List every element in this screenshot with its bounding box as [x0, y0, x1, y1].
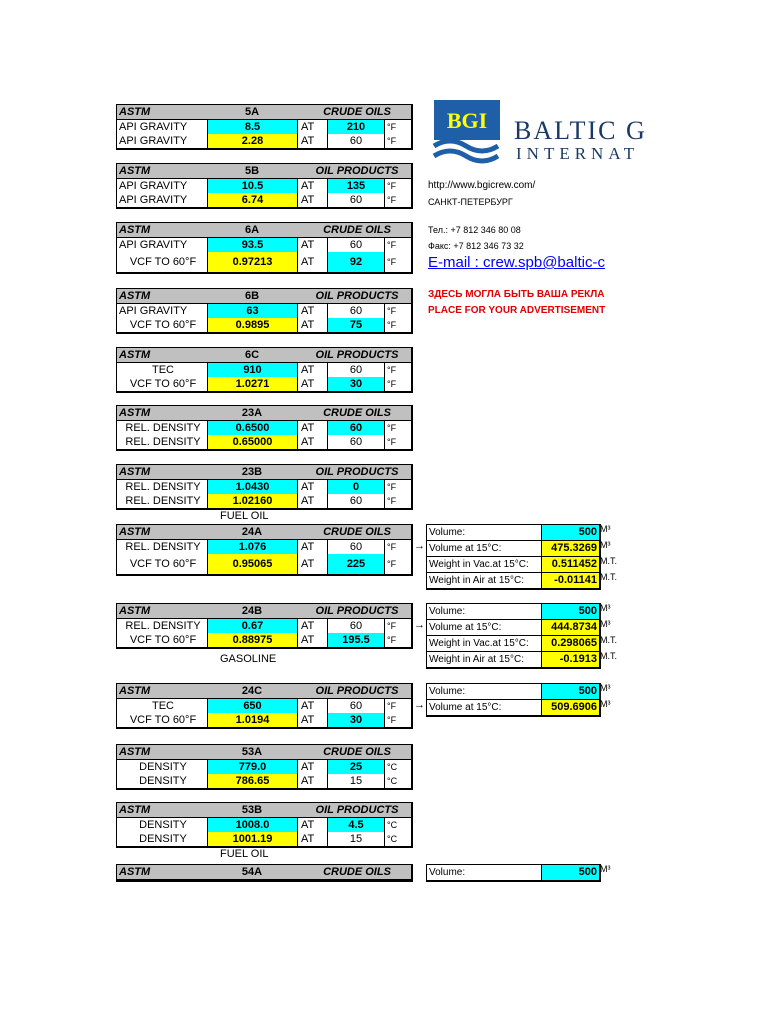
row-at: AT: [301, 256, 315, 268]
header-astm: ASTM: [119, 685, 151, 697]
header-code: 53B: [241, 804, 263, 816]
header-astm: ASTM: [119, 526, 151, 538]
row-label: API GRAVITY: [119, 180, 188, 192]
company-phone: Тел.: +7 812 346 80 08: [428, 225, 521, 235]
row-label: DENSITY: [139, 761, 187, 773]
header-code: 54A: [241, 866, 263, 878]
row-unit: °F: [387, 240, 397, 250]
row-value: 1001.19: [207, 832, 298, 846]
volume-table: [426, 603, 601, 669]
table-row: [117, 421, 411, 435]
header-type: CRUDE OILS: [323, 746, 391, 758]
header-type: CRUDE OILS: [323, 224, 391, 236]
header-code: 6B: [244, 290, 260, 302]
volume-unit: M.T.: [600, 572, 617, 582]
row-value[interactable]: 8.5: [207, 120, 298, 134]
header-astm: ASTM: [119, 866, 151, 878]
volume-row: [427, 636, 599, 652]
volume-unit: M.T.: [600, 556, 617, 566]
astm-table-24a: [116, 524, 413, 576]
astm-table-5a: [116, 104, 413, 150]
volume-row: [427, 865, 599, 881]
row-temperature[interactable]: 0: [327, 480, 385, 494]
row-temperature[interactable]: 25: [327, 760, 385, 774]
row-value: 0.95065: [207, 554, 298, 574]
table-row: [117, 832, 411, 846]
row-temperature: 60: [327, 363, 385, 377]
row-unit: °C: [387, 762, 398, 772]
row-value[interactable]: 10.5: [207, 179, 298, 193]
header-code: 5B: [244, 165, 260, 177]
svg-text:BGI: BGI: [446, 108, 488, 133]
row-at: AT: [301, 819, 315, 831]
volume-unit: M³: [600, 683, 611, 693]
row-at: AT: [301, 700, 315, 712]
row-value[interactable]: 650: [207, 699, 298, 713]
table-row: [117, 540, 411, 554]
table-header: [117, 684, 411, 699]
row-value: 1.0194: [207, 713, 298, 727]
volume-row: [427, 620, 599, 636]
table-row: [117, 363, 411, 377]
row-label: REL. DENSITY: [125, 620, 201, 632]
arrow-icon: →: [414, 619, 425, 631]
row-at: AT: [301, 775, 315, 787]
volume-label: Weight in Vac.at 15°C:: [429, 638, 529, 649]
row-temperature[interactable]: 30: [327, 713, 385, 727]
row-unit: °F: [387, 496, 397, 506]
row-label: DENSITY: [139, 833, 187, 845]
volume-label: Weight in Vac.at 15°C:: [429, 559, 529, 570]
table-header: [117, 348, 411, 363]
row-temperature: 60: [327, 494, 385, 508]
row-unit: °F: [387, 559, 397, 569]
table-row: [117, 713, 411, 727]
row-unit: °F: [387, 482, 397, 492]
row-temperature[interactable]: 30: [327, 377, 385, 391]
volume-table: [426, 524, 601, 590]
row-unit: °F: [387, 715, 397, 725]
row-at: AT: [301, 364, 315, 376]
volume-unit: M³: [600, 619, 611, 629]
row-at: AT: [301, 422, 315, 434]
row-label: DENSITY: [139, 775, 187, 787]
row-label: REL. DENSITY: [125, 422, 201, 434]
header-code: 24B: [241, 605, 263, 617]
header-astm: ASTM: [119, 407, 151, 419]
table-header: [117, 406, 411, 421]
volume-row: [427, 700, 599, 716]
row-value: 6.74: [207, 193, 298, 207]
astm-table-53a: [116, 744, 413, 790]
volume-row: [427, 684, 599, 700]
row-value: 0.65000: [207, 435, 298, 449]
table-header: [117, 525, 411, 540]
company-name-sub: INTERNAT: [516, 144, 640, 163]
advert-ru: ЗДЕСЬ МОГЛА БЫТЬ ВАША РЕКЛА: [428, 289, 605, 300]
header-astm: ASTM: [119, 224, 151, 236]
company-fax: Факс: +7 812 346 73 32: [428, 241, 524, 251]
row-label: VCF TO 60°F: [129, 256, 197, 268]
header-code: 23B: [241, 466, 263, 478]
subtitle-gasoline: GASOLINE: [220, 653, 277, 665]
row-at: AT: [301, 541, 315, 553]
row-value[interactable]: 0.67: [207, 619, 298, 633]
header-type: OIL PRODUCTS: [315, 466, 399, 478]
company-logo: [432, 98, 768, 168]
volume-unit: M³: [600, 540, 611, 550]
astm-table-6b: [116, 288, 413, 334]
table-header: [117, 164, 411, 179]
subtitle-fuel-oil-2: FUEL OIL: [220, 848, 269, 860]
table-header: [117, 865, 411, 880]
row-label: VCF TO 60°F: [129, 378, 197, 390]
table-header: [117, 465, 411, 480]
table-row: [117, 120, 411, 134]
row-value: 2.28: [207, 134, 298, 148]
row-value: 0.88975: [207, 633, 298, 647]
volume-value[interactable]: 500: [541, 525, 599, 540]
volume-unit: M.T.: [600, 651, 617, 661]
table-row: [117, 619, 411, 633]
header-astm: ASTM: [119, 290, 151, 302]
row-label: VCF TO 60°F: [129, 558, 197, 570]
header-astm: ASTM: [119, 605, 151, 617]
arrow-icon: →: [414, 540, 425, 552]
volume-value[interactable]: 500: [541, 684, 599, 699]
volume-unit: M.T.: [600, 635, 617, 645]
row-at: AT: [301, 239, 315, 251]
volume-label: Weight in Air at 15°C:: [429, 575, 524, 586]
table-row: [117, 435, 411, 449]
row-unit: °C: [387, 834, 398, 844]
astm-table-5b: [116, 163, 413, 209]
volume-unit: M³: [600, 699, 611, 709]
table-row: [117, 193, 411, 207]
row-label: VCF TO 60°F: [129, 319, 197, 331]
table-header: [117, 105, 411, 120]
astm-table-23b: [116, 464, 413, 510]
volume-value: -0.1913: [541, 652, 599, 667]
volume-label: Volume at 15°C:: [429, 702, 502, 713]
volume-value: 509.6906: [541, 700, 599, 715]
table-row: [117, 238, 411, 252]
row-label: REL. DENSITY: [125, 481, 201, 493]
row-unit: °F: [387, 437, 397, 447]
table-row: [117, 554, 411, 574]
row-value[interactable]: 1.076: [207, 540, 298, 554]
row-at: AT: [301, 558, 315, 570]
volume-label: Volume:: [429, 686, 466, 697]
row-value: 1.02160: [207, 494, 298, 508]
volume-unit: M³: [600, 864, 611, 874]
volume-unit: M³: [600, 603, 611, 613]
row-unit: °F: [387, 379, 397, 389]
company-url[interactable]: http://www.bgicrew.com/: [428, 180, 536, 191]
row-label: API GRAVITY: [119, 135, 188, 147]
row-temperature[interactable]: 210: [327, 120, 385, 134]
row-unit: °F: [387, 136, 397, 146]
row-label: REL. DENSITY: [125, 495, 201, 507]
astm-table-53b: [116, 802, 413, 848]
volume-value: 0.511452: [541, 557, 599, 572]
row-label: API GRAVITY: [119, 121, 188, 133]
row-temperature: 15: [327, 774, 385, 788]
row-at: AT: [301, 305, 315, 317]
row-label: API GRAVITY: [119, 305, 188, 317]
row-at: AT: [301, 714, 315, 726]
row-at: AT: [301, 121, 315, 133]
row-at: AT: [301, 761, 315, 773]
volume-label: Volume at 15°C:: [429, 543, 502, 554]
company-name: BALTIC G: [514, 116, 647, 145]
header-type: OIL PRODUCTS: [315, 349, 399, 361]
table-header: [117, 604, 411, 619]
row-temperature: 60: [327, 619, 385, 633]
row-value[interactable]: 93.5: [207, 238, 298, 252]
row-unit: °F: [387, 195, 397, 205]
row-temperature[interactable]: 4.5: [327, 818, 385, 832]
row-at: AT: [301, 833, 315, 845]
row-at: AT: [301, 319, 315, 331]
row-label: VCF TO 60°F: [129, 714, 197, 726]
table-header: [117, 745, 411, 760]
table-row: [117, 494, 411, 508]
row-temperature[interactable]: 60: [327, 421, 385, 435]
subtitle-fuel-oil: FUEL OIL: [220, 510, 269, 522]
row-temperature[interactable]: 225: [327, 554, 385, 574]
astm-table-24c: [116, 683, 413, 729]
volume-row: [427, 557, 599, 573]
header-astm: ASTM: [119, 466, 151, 478]
volume-label: Volume:: [429, 527, 466, 538]
row-unit: °F: [387, 257, 397, 267]
row-unit: °C: [387, 820, 398, 830]
header-type: CRUDE OILS: [323, 106, 391, 118]
astm-table-54a: [116, 864, 413, 882]
row-unit: °F: [387, 701, 397, 711]
row-at: AT: [301, 135, 315, 147]
table-row: [117, 633, 411, 647]
volume-row: [427, 652, 599, 668]
header-code: 6A: [244, 224, 260, 236]
table-row: [117, 818, 411, 832]
header-astm: ASTM: [119, 804, 151, 816]
header-type: CRUDE OILS: [323, 407, 391, 419]
volume-row: [427, 525, 599, 541]
header-type: OIL PRODUCTS: [315, 804, 399, 816]
row-unit: °F: [387, 423, 397, 433]
row-at: AT: [301, 495, 315, 507]
volume-label: Volume:: [429, 606, 466, 617]
volume-label: Volume at 15°C:: [429, 622, 502, 633]
astm-table-6a: [116, 222, 413, 274]
company-email[interactable]: E-mail : crew.spb@baltic-c: [428, 254, 605, 271]
volume-value[interactable]: 500: [541, 865, 599, 880]
row-value[interactable]: 910: [207, 363, 298, 377]
table-row: [117, 304, 411, 318]
header-code: 24A: [241, 526, 263, 538]
volume-value: -0.01141: [541, 573, 599, 588]
row-temperature: 60: [327, 238, 385, 252]
row-at: AT: [301, 378, 315, 390]
row-unit: °F: [387, 181, 397, 191]
table-row: [117, 760, 411, 774]
table-header: [117, 223, 411, 238]
row-value: 786.65: [207, 774, 298, 788]
row-temperature: 60: [327, 699, 385, 713]
row-temperature[interactable]: 75: [327, 318, 385, 332]
header-type: OIL PRODUCTS: [315, 165, 399, 177]
table-header: [117, 289, 411, 304]
row-label: API GRAVITY: [119, 239, 188, 251]
row-value: 0.9895: [207, 318, 298, 332]
header-astm: ASTM: [119, 106, 151, 118]
table-row: [117, 252, 411, 272]
row-temperature: 60: [327, 435, 385, 449]
row-unit: °C: [387, 776, 398, 786]
row-at: AT: [301, 194, 315, 206]
row-temperature: 60: [327, 134, 385, 148]
volume-value[interactable]: 500: [541, 604, 599, 619]
row-value[interactable]: 1.0430: [207, 480, 298, 494]
header-code: 5A: [244, 106, 260, 118]
row-value[interactable]: 1008.0: [207, 818, 298, 832]
volume-row: [427, 541, 599, 557]
header-type: CRUDE OILS: [323, 526, 391, 538]
astm-table-24b: [116, 603, 413, 649]
row-value[interactable]: 0.6500: [207, 421, 298, 435]
row-temperature: 60: [327, 304, 385, 318]
header-code: 53A: [241, 746, 263, 758]
row-label: DENSITY: [139, 819, 187, 831]
row-label: TEC: [152, 700, 174, 712]
row-label: API GRAVITY: [119, 194, 188, 206]
row-unit: °F: [387, 621, 397, 631]
volume-value: 0.298065: [541, 636, 599, 651]
row-value[interactable]: 779.0: [207, 760, 298, 774]
header-astm: ASTM: [119, 165, 151, 177]
row-temperature[interactable]: 195.5: [327, 633, 385, 647]
header-astm: ASTM: [119, 349, 151, 361]
row-temperature[interactable]: 135: [327, 179, 385, 193]
row-unit: °F: [387, 320, 397, 330]
volume-value: 475.3269: [541, 541, 599, 556]
row-temperature[interactable]: 92: [327, 252, 385, 272]
header-code: 6C: [244, 349, 260, 361]
advert-en: PLACE FOR YOUR ADVERTISEMENT: [428, 305, 606, 316]
row-unit: °F: [387, 542, 397, 552]
row-unit: °F: [387, 635, 397, 645]
table-row: [117, 134, 411, 148]
table-row: [117, 699, 411, 713]
volume-table: [426, 683, 601, 717]
row-label: TEC: [152, 364, 174, 376]
header-code: 24C: [241, 685, 263, 697]
table-header: [117, 803, 411, 818]
header-type: OIL PRODUCTS: [315, 605, 399, 617]
header-type: OIL PRODUCTS: [315, 685, 399, 697]
row-at: AT: [301, 634, 315, 646]
header-type: CRUDE OILS: [323, 866, 391, 878]
volume-label: Weight in Air at 15°C:: [429, 654, 524, 665]
row-label: REL. DENSITY: [125, 436, 201, 448]
volume-unit: M³: [600, 524, 611, 534]
company-city: САНКТ-ПЕТЕРБУРГ: [428, 197, 513, 207]
row-unit: °F: [387, 365, 397, 375]
row-unit: °F: [387, 122, 397, 132]
table-row: [117, 774, 411, 788]
row-at: AT: [301, 481, 315, 493]
table-row: [117, 318, 411, 332]
header-astm: ASTM: [119, 746, 151, 758]
row-temperature: 15: [327, 832, 385, 846]
header-code: 23A: [241, 407, 263, 419]
volume-row: [427, 573, 599, 589]
row-value[interactable]: 63: [207, 304, 298, 318]
table-row: [117, 377, 411, 391]
volume-row: [427, 604, 599, 620]
table-row: [117, 179, 411, 193]
row-at: AT: [301, 180, 315, 192]
row-value: 1.0271: [207, 377, 298, 391]
row-unit: °F: [387, 306, 397, 316]
astm-table-6c: [116, 347, 413, 393]
volume-value: 444.8734: [541, 620, 599, 635]
arrow-icon: →: [414, 699, 425, 711]
volume-table: [426, 864, 601, 882]
row-temperature: 60: [327, 540, 385, 554]
volume-label: Volume:: [429, 867, 466, 878]
header-type: OIL PRODUCTS: [315, 290, 399, 302]
row-at: AT: [301, 436, 315, 448]
row-temperature: 60: [327, 193, 385, 207]
row-at: AT: [301, 620, 315, 632]
astm-table-23a: [116, 405, 413, 451]
row-label: REL. DENSITY: [125, 541, 201, 553]
row-label: VCF TO 60°F: [129, 634, 197, 646]
row-value: 0.97213: [207, 252, 298, 272]
table-row: [117, 480, 411, 494]
